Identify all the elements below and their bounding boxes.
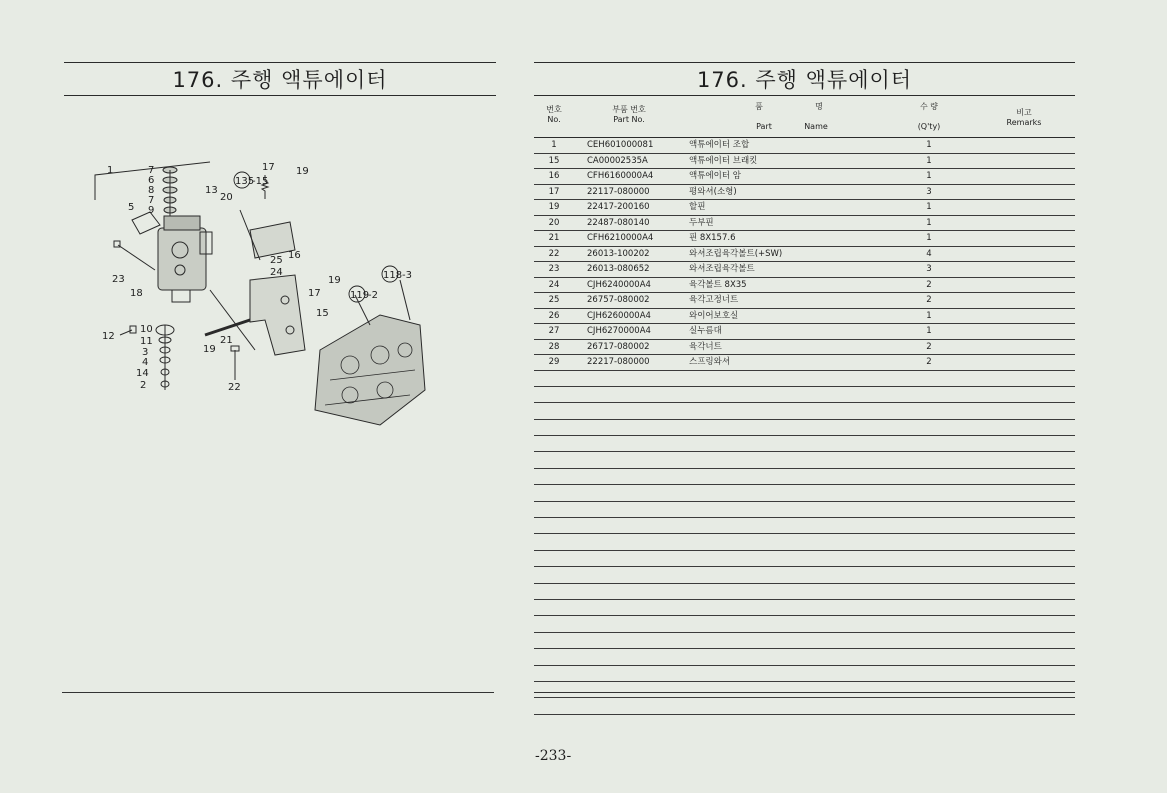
row-number: 27 [548, 326, 560, 336]
table-row [534, 262, 1075, 278]
diagram-label: 6 [148, 175, 155, 186]
empty-table-row [534, 534, 1075, 550]
empty-table-row [534, 403, 1075, 419]
diagram-label: 19 [296, 166, 309, 177]
diagram-label: 14 [136, 368, 149, 379]
table-row [534, 154, 1075, 170]
row-quantity: 3 [926, 264, 932, 274]
row-part-number: CFH6210000A4 [587, 233, 654, 243]
row-quantity: 2 [926, 341, 932, 352]
diagram-label: 23 [112, 274, 125, 285]
row-quantity: 3 [926, 186, 932, 197]
row-part-number: 22487-080140 [587, 217, 650, 228]
row-number: 15 [548, 155, 560, 166]
diagram-label: 19 [328, 275, 341, 286]
header-remarks-en: Remarks [1006, 118, 1042, 127]
empty-table-row [534, 551, 1075, 567]
diagram-label: 119 [350, 290, 370, 301]
row-number: 21 [548, 233, 560, 243]
row-quantity: 1 [926, 233, 932, 243]
row-quantity: 2 [926, 279, 932, 290]
exploded-parts-diagram [80, 150, 460, 460]
row-number: 22 [548, 248, 560, 259]
right-page-title: 176. 주행 액튜에이터 [534, 62, 1075, 96]
table-row [534, 216, 1075, 232]
header-qty-en: (Q'ty) [917, 122, 941, 131]
empty-table-row [534, 698, 1075, 714]
empty-table-row [534, 371, 1075, 387]
row-part-number: 26013-100202 [587, 248, 650, 259]
empty-table-row [534, 518, 1075, 534]
left-page-title: 176. 주행 액튜에이터 [64, 62, 496, 96]
header-part-no-ko: 부품 번호 [612, 105, 646, 114]
row-quantity: 1 [926, 140, 932, 150]
empty-table-row [534, 666, 1075, 682]
right-bottom-rule [534, 692, 1075, 693]
row-quantity: 2 [926, 357, 932, 367]
empty-table-row [534, 567, 1075, 583]
row-quantity: 4 [926, 248, 932, 259]
row-quantity: 1 [926, 326, 932, 336]
diagram-label: 16 [288, 250, 301, 261]
table-row [534, 247, 1075, 263]
diagram-label: 25 [270, 255, 283, 266]
row-number: 17 [548, 186, 560, 197]
row-number: 16 [548, 171, 560, 181]
row-part-name: 평와셔(소형) [689, 186, 737, 197]
empty-table-row [534, 584, 1075, 600]
row-part-name: 할핀 [689, 202, 706, 212]
row-number: 26 [548, 310, 560, 321]
empty-table-row [534, 502, 1075, 518]
right-page [520, 0, 1167, 793]
diagram-label: -2 [368, 290, 378, 301]
page-number: -233- [535, 748, 572, 764]
row-part-number: CJH6270000A4 [587, 326, 651, 336]
empty-table-row [534, 436, 1075, 452]
diagram-label: 118 [383, 270, 403, 281]
row-part-number: CJH6240000A4 [587, 279, 651, 290]
header-name-en-2: Name [804, 122, 828, 131]
diagram-label: 10 [140, 324, 153, 335]
header-no-en: No. [547, 115, 561, 124]
row-part-name: 와이어보호실 [689, 310, 739, 321]
table-row [534, 324, 1075, 340]
header-name-en-1: Part [756, 122, 772, 131]
row-part-name: 육각고정너트 [689, 295, 739, 305]
header-part-no-en: Part No. [613, 115, 645, 124]
empty-table-row [534, 387, 1075, 403]
empty-table-row [534, 633, 1075, 649]
row-part-number: 22417-200160 [587, 202, 650, 212]
table-row [534, 293, 1075, 309]
diagram-label: 7 [148, 165, 155, 176]
table-row [534, 200, 1075, 216]
row-number: 28 [548, 341, 560, 352]
empty-table-row [534, 420, 1075, 436]
diagram-label: 1 [107, 165, 114, 176]
table-row [534, 169, 1075, 185]
table-row [534, 185, 1075, 201]
header-qty-ko: 수 량 [920, 102, 938, 111]
diagram-label: -3 [402, 270, 412, 281]
table-row [534, 340, 1075, 356]
empty-table-row [534, 485, 1075, 501]
diagram-label: 17 [308, 288, 321, 299]
empty-table-row [534, 600, 1075, 616]
row-number: 23 [548, 264, 560, 274]
header-name-ko-2: 명 [815, 102, 823, 111]
diagram-label: 20 [220, 192, 233, 203]
row-quantity: 1 [926, 217, 932, 228]
diagram-label: 12 [102, 331, 115, 342]
diagram-label: 18 [130, 288, 143, 299]
table-body [534, 137, 1075, 715]
empty-table-row [534, 469, 1075, 485]
row-part-number: 26757-080002 [587, 295, 650, 305]
left-bottom-rule [62, 692, 494, 693]
row-part-name: 육각너트 [689, 341, 722, 352]
row-part-name: 육각볼트 8X35 [689, 279, 747, 290]
diagram-label: 13 [205, 185, 218, 196]
row-number: 1 [551, 140, 557, 150]
diagram-label: 22 [228, 382, 241, 393]
row-number: 19 [548, 202, 560, 212]
row-part-name: 액튜에이터 조합 [689, 140, 750, 150]
parts-table [534, 100, 1075, 715]
table-row [534, 231, 1075, 247]
row-part-number: CA00002535A [587, 155, 648, 166]
row-part-name: 액튜에이터 암 [689, 171, 741, 181]
diagram-label: 3 [142, 347, 149, 358]
table-row [534, 309, 1075, 325]
row-part-number: CEH601000081 [587, 140, 654, 150]
diagram-label: 19 [203, 344, 216, 355]
row-part-name: 액튜에이터 브래킷 [689, 155, 758, 166]
row-number: 25 [548, 295, 560, 305]
empty-table-row [534, 452, 1075, 468]
row-part-number: CFH6160000A4 [587, 171, 654, 181]
row-part-name: 와셔조립육각볼트 [689, 264, 755, 274]
table-header [534, 100, 1075, 137]
row-quantity: 1 [926, 155, 932, 166]
empty-table-row [534, 682, 1075, 698]
left-page [0, 0, 520, 793]
table-row [534, 355, 1075, 371]
table-row [534, 278, 1075, 294]
row-part-number: 22217-080000 [587, 357, 650, 367]
row-part-name: 실누름대 [689, 326, 722, 336]
diagram-label: 11 [140, 336, 153, 347]
diagram-label: 7 [148, 195, 155, 206]
diagram-label: 17 [262, 162, 275, 173]
header-no-ko: 번호 [546, 105, 562, 114]
row-quantity: 1 [926, 310, 932, 321]
row-part-name: 와셔조립육각볼트(+SW) [689, 248, 783, 259]
row-quantity: 2 [926, 295, 932, 305]
diagram-label: 24 [270, 267, 283, 278]
table-row [534, 138, 1075, 154]
row-part-name: 스프링와셔 [689, 357, 731, 367]
row-number: 24 [548, 279, 560, 290]
header-remarks-ko: 비고 [1016, 108, 1032, 117]
row-part-number: 26717-080002 [587, 341, 650, 352]
row-number: 29 [548, 357, 560, 367]
diagram-label: 15 [316, 308, 329, 319]
row-part-number: CJH6260000A4 [587, 310, 651, 321]
diagram-label: 2 [140, 380, 147, 391]
row-quantity: 1 [926, 171, 932, 181]
row-part-name: 핀 8X157.6 [689, 233, 736, 243]
row-part-number: 22117-080000 [587, 186, 650, 197]
diagram-label: -15 [252, 176, 269, 187]
row-number: 20 [548, 217, 560, 228]
diagram-label: 5 [128, 202, 135, 213]
row-part-name: 두부핀 [689, 217, 714, 228]
diagram-label: 9 [148, 205, 155, 216]
empty-table-row [534, 616, 1075, 632]
row-quantity: 1 [926, 202, 932, 212]
diagram-label: 135 [235, 176, 255, 187]
row-part-number: 26013-080652 [587, 264, 650, 274]
header-name-ko-1: 품 [755, 102, 763, 111]
diagram-label: 8 [148, 185, 155, 196]
diagram-label: 4 [142, 357, 149, 368]
diagram-label: 21 [220, 335, 233, 346]
empty-table-row [534, 649, 1075, 665]
